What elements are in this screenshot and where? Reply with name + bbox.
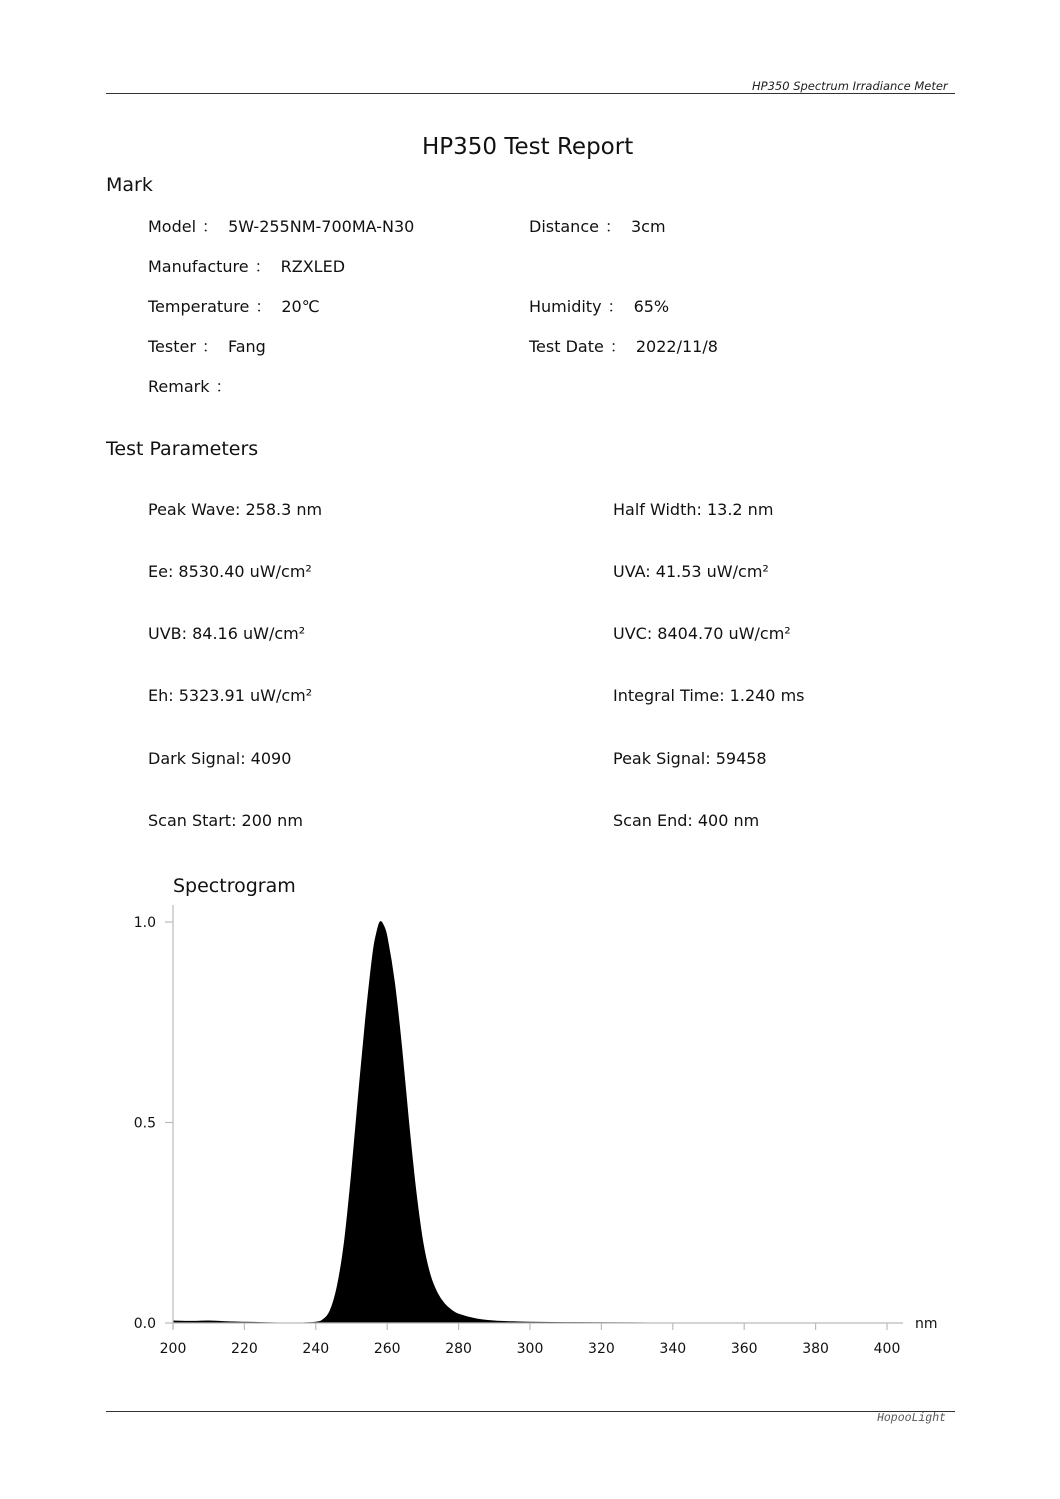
param-peak-wave: Peak Wave: 258.3 nm (148, 500, 323, 519)
field-test-date-value: 2022/11/8 (635, 337, 718, 356)
field-tester-value: Fang (227, 337, 266, 356)
param-uvc: UVC: 8404.70 uW/cm² (613, 624, 791, 643)
param-uva: UVA: 41.53 uW/cm² (613, 562, 769, 581)
x-tick-label: 340 (659, 1341, 687, 1357)
field-test-date-label: Test Date (529, 337, 604, 356)
field-model: Model ： 5W-255NM-700MA-N30 (148, 217, 415, 236)
field-humidity-value: 65% (633, 297, 670, 316)
y-tick-label: 0.0 (133, 1316, 156, 1332)
field-temperature-label: Temperature (148, 297, 250, 316)
param-eh: Eh: 5323.91 uW/cm² (148, 686, 313, 705)
footer-divider (106, 1411, 955, 1412)
field-distance: Distance ： 3cm (529, 217, 666, 236)
field-tester-label: Tester (148, 337, 196, 356)
field-model-label: Model (148, 217, 197, 236)
param-integral-time: Integral Time: 1.240 ms (613, 686, 805, 705)
chart-axes (134, 905, 938, 1357)
field-remark-label: Remark (148, 377, 210, 396)
param-ee: Ee: 8530.40 uW/cm² (148, 562, 312, 581)
x-axis-unit-label: nm (915, 1316, 938, 1332)
field-temperature: Temperature ： 20℃ (148, 297, 320, 316)
field-humidity-label: Humidity (529, 297, 602, 316)
x-tick-label: 360 (730, 1341, 758, 1357)
x-tick-label: 220 (231, 1341, 258, 1357)
x-tick-label: 200 (159, 1341, 187, 1357)
spectrum-area (173, 922, 887, 1323)
field-distance-value: 3cm (630, 217, 666, 236)
field-model-value: 5W-255NM-700MA-N30 (228, 217, 415, 236)
param-dark-signal: Dark Signal: 4090 (148, 749, 292, 768)
x-tick-label: 240 (302, 1341, 330, 1357)
mark-section-title: Mark (106, 174, 153, 196)
chart-title: Spectrogram (173, 875, 296, 897)
x-tick-label: 300 (516, 1341, 544, 1357)
field-manufacture-value: RZXLED (280, 257, 346, 276)
running-header: HP350 Spectrum Irradiance Meter (752, 79, 948, 93)
x-tick-label: 400 (873, 1341, 901, 1357)
field-manufacture: Manufacture ： RZXLED (148, 257, 346, 276)
param-half-width: Half Width: 13.2 nm (613, 500, 774, 519)
field-distance-label: Distance (529, 217, 599, 236)
param-scan-end: Scan End: 400 nm (613, 811, 760, 830)
report-title: HP350 Test Report (422, 134, 634, 160)
param-peak-signal: Peak Signal: 59458 (613, 749, 767, 768)
field-humidity: Humidity ： 65% (529, 297, 670, 316)
x-tick-label: 320 (588, 1341, 615, 1357)
field-remark: Remark ： (148, 377, 232, 396)
param-uvb: UVB: 84.16 uW/cm² (148, 624, 306, 643)
field-temperature-value: 20℃ (281, 297, 320, 316)
x-tick-label: 380 (802, 1341, 829, 1357)
footer-brand: HopooLight (877, 1412, 947, 1425)
x-tick-label: 280 (445, 1341, 472, 1357)
field-tester: Tester ： Fang (148, 337, 266, 356)
spectrum-fill (173, 922, 887, 1323)
x-tick-label: 260 (373, 1341, 401, 1357)
y-tick-label: 0.5 (133, 1115, 156, 1132)
y-tick-label: 1.0 (133, 915, 156, 931)
param-scan-start: Scan Start: 200 nm (148, 811, 303, 830)
test-parameters-section-title: Test Parameters (106, 438, 259, 460)
field-test-date: Test Date ： 2022/11/8 (529, 337, 718, 356)
field-manufacture-label: Manufacture (148, 257, 249, 276)
